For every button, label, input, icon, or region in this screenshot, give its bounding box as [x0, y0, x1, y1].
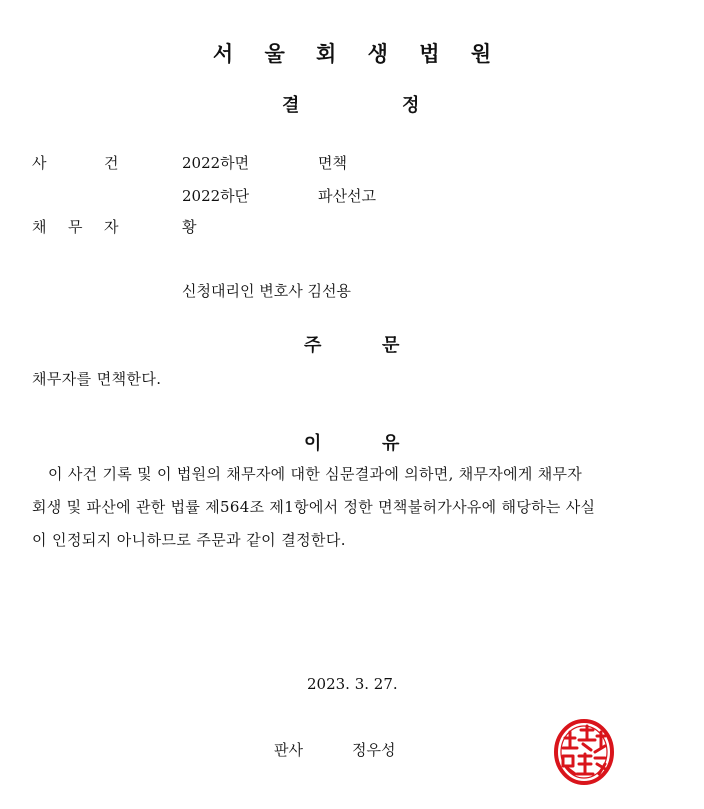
case-name-1: 면책: [318, 154, 347, 172]
reason-heading-left: 이: [304, 433, 322, 454]
reason-line-3: 이 인정되지 아니하므로 주문과 같이 결정한다.: [32, 531, 346, 549]
case-number-2: 2022하단: [182, 187, 250, 205]
case-label-right: 건: [104, 154, 119, 172]
order-heading-right: 문: [382, 335, 400, 356]
reason-heading-right: 유: [382, 433, 400, 454]
debtor-name: 황: [182, 218, 197, 236]
judge-name: 정우성: [352, 741, 396, 759]
debtor-label-char-3: 자: [104, 218, 119, 236]
reason-line-2: 회생 및 파산에 관한 법률 제564조 제1항에서 정한 면책불허가사유에 해당하는 사실: [32, 498, 596, 516]
court-name: 서 울 회 생 법 원: [212, 42, 504, 66]
court-seal-stamp: [553, 718, 615, 786]
debtor-label-char-2: 무: [68, 218, 83, 236]
order-heading-left: 주: [304, 335, 322, 356]
reason-line-1: 이 사건 기록 및 이 법원의 채무자에 대한 심문결과에 의하면, 채무자에게 채무자: [48, 465, 583, 483]
order-text: 채무자를 면책한다.: [32, 370, 162, 388]
case-name-2: 파산선고: [318, 187, 376, 205]
attorney: 신청대리인 변호사 김선용: [182, 282, 351, 300]
doc-type-right: 정: [402, 95, 420, 116]
judge-title: 판사: [274, 741, 303, 759]
case-label-left: 사: [32, 154, 47, 172]
debtor-label-char-1: 채: [32, 218, 47, 236]
case-number-1: 2022하면: [182, 154, 250, 172]
doc-type-left: 결: [282, 95, 300, 116]
decision-date: 2023. 3. 27.: [307, 675, 398, 693]
